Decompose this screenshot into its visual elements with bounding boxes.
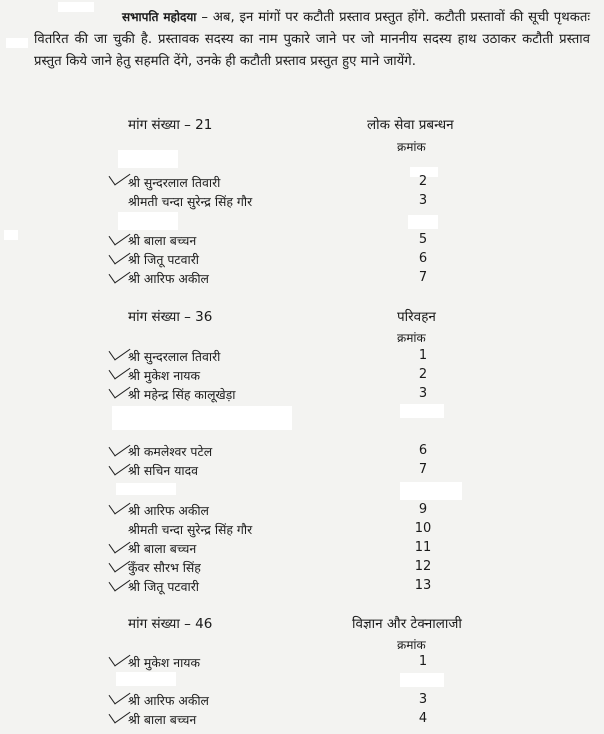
member-name: श्री जितू पटवारी bbox=[128, 252, 199, 267]
member-number: 1 bbox=[418, 348, 428, 363]
member-number: 11 bbox=[414, 540, 432, 555]
member-name: श्री बाला बच्चन bbox=[128, 712, 197, 727]
member-name: श्री महेन्द्र सिंह कालूखेड़ा bbox=[128, 387, 236, 402]
serial-label: क्रमांक bbox=[397, 331, 426, 345]
member-number: 3 bbox=[418, 692, 428, 707]
whiteout-patch bbox=[400, 404, 444, 418]
member-name: श्री आरिफ अकील bbox=[128, 271, 209, 286]
member-number: 2 bbox=[418, 174, 428, 189]
demand-number: मांग संख्या – 46 bbox=[128, 616, 213, 632]
demand-number: मांग संख्या – 21 bbox=[128, 117, 213, 133]
member-name: श्री आरिफ अकील bbox=[128, 503, 209, 518]
whiteout-patch bbox=[118, 212, 178, 230]
member-name: श्री बाला बच्चन bbox=[128, 233, 197, 248]
serial-label: क्रमांक bbox=[397, 140, 426, 154]
whiteout-patch bbox=[4, 230, 18, 240]
whiteout-patch bbox=[116, 672, 176, 686]
member-number: 6 bbox=[418, 443, 428, 458]
member-name: श्री मुकेश नायक bbox=[128, 655, 200, 670]
whiteout-patch bbox=[400, 673, 444, 687]
member-name: श्री कमलेश्वर पटेल bbox=[128, 444, 213, 459]
member-number: 7 bbox=[418, 462, 428, 477]
member-number: 5 bbox=[418, 232, 428, 247]
member-number: 12 bbox=[414, 559, 432, 574]
member-number: 4 bbox=[418, 711, 428, 726]
member-number: 9 bbox=[418, 502, 428, 517]
whiteout-patch bbox=[400, 482, 462, 500]
whiteout-patch bbox=[408, 215, 438, 229]
member-number: 2 bbox=[418, 367, 428, 382]
department-name: लोक सेवा प्रबन्धन bbox=[367, 117, 454, 133]
member-number: 7 bbox=[418, 270, 428, 285]
member-name: श्रीमती चन्दा सुरेन्द्र सिंह गौर bbox=[128, 194, 253, 209]
department-name: परिवहन bbox=[397, 309, 436, 325]
whiteout-patch bbox=[112, 406, 292, 430]
member-name: श्री बाला बच्चन bbox=[128, 541, 197, 556]
member-number: 1 bbox=[418, 654, 428, 669]
whiteout-patch bbox=[118, 150, 178, 168]
member-name: श्रीमती चन्दा सुरेन्द्र सिंह गौर bbox=[128, 522, 253, 537]
member-name: श्री सचिन यादव bbox=[128, 463, 199, 478]
member-name: श्री सुन्दरलाल तिवारी bbox=[128, 349, 221, 364]
member-number: 3 bbox=[418, 193, 428, 208]
member-name: श्री सुन्दरलाल तिवारी bbox=[128, 175, 221, 190]
intro-paragraph bbox=[34, 6, 590, 73]
whiteout-patch bbox=[116, 483, 176, 495]
member-name: श्री जितू पटवारी bbox=[128, 579, 199, 594]
member-name: श्री आरिफ अकील bbox=[128, 693, 209, 708]
member-number: 10 bbox=[414, 521, 432, 536]
serial-label: क्रमांक bbox=[397, 638, 426, 652]
member-name: कुँवर सौरभ सिंह bbox=[128, 560, 201, 575]
demand-number: मांग संख्या – 36 bbox=[128, 309, 213, 325]
member-number: 3 bbox=[418, 386, 428, 401]
member-number: 13 bbox=[414, 578, 432, 593]
member-name: श्री मुकेश नायक bbox=[128, 368, 200, 383]
intro-text: – अब, इन मांगों पर कटौती प्रस्ताव प्रस्तुत होंगे. कटौती प्रस्तावों की सूची पृथकतः वितरित की जा चुकी है. प्रस्तावक सदस्य का नाम पुकारे जाने पर जो माननीय सदस्य हाथ उठाकर कटौती प्रस्ताव प्रस्तुत किये जाने हेतु सहमति देंगे, उनके ही कटौती प्रस्ताव प्रस्तुत हुए माने जायेंगे. bbox=[34, 10, 590, 69]
member-number: 6 bbox=[418, 251, 428, 266]
whiteout-patch bbox=[6, 38, 28, 48]
department-name: विज्ञान और टेक्नालाजी bbox=[352, 616, 462, 632]
speaker-name: सभापति महोदया bbox=[122, 10, 197, 24]
